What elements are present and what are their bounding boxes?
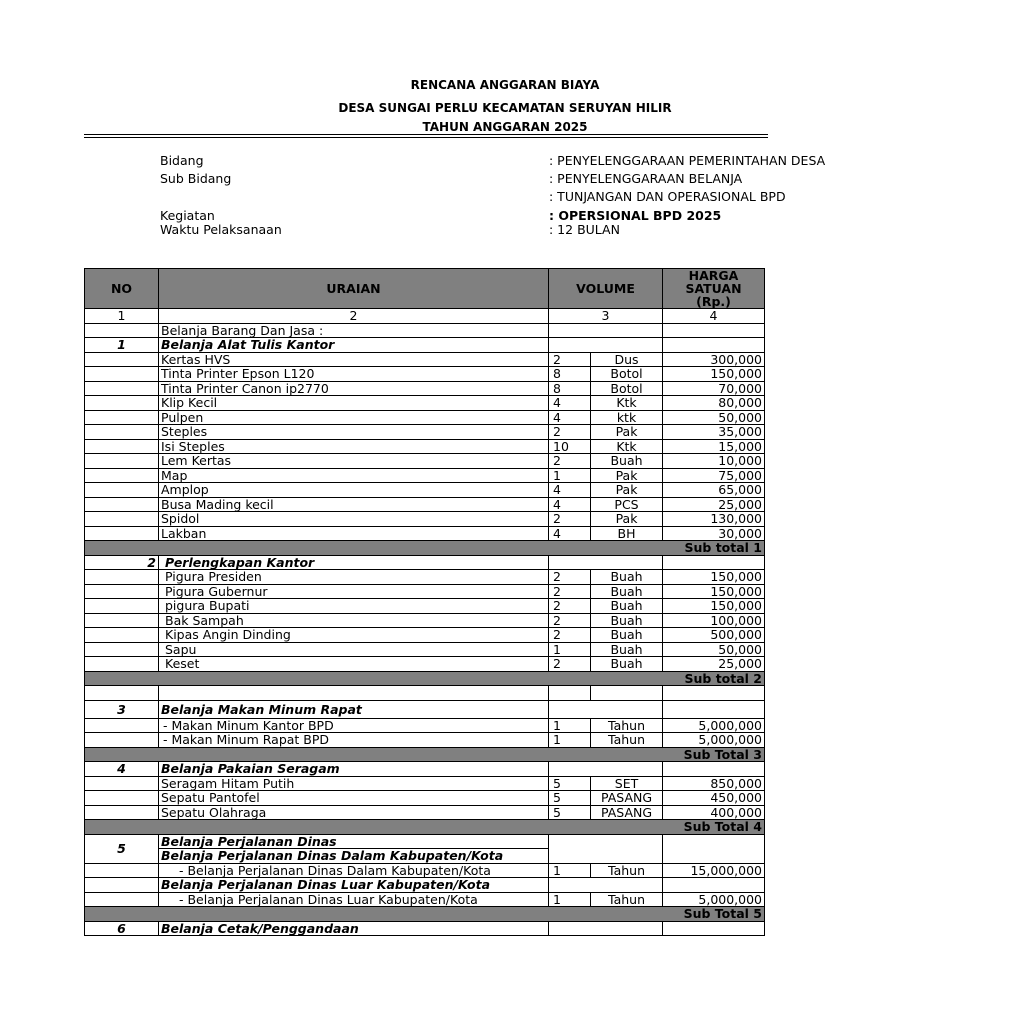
empty-cell	[549, 834, 663, 863]
item-price: 450,000	[663, 791, 765, 806]
item-qty: 4	[549, 483, 591, 498]
table-row	[85, 381, 765, 396]
item-name: Sepatu Olahraga	[159, 805, 549, 820]
subtotal-label: Sub Total 5	[85, 907, 765, 922]
item-name: - Belanja Perjalanan Dinas Luar Kabupaten/Kota	[159, 892, 549, 907]
item-unit: Ktk	[591, 439, 663, 454]
subtotal-row	[85, 671, 765, 686]
item-unit: ktk	[591, 410, 663, 425]
item-qty: 5	[549, 791, 591, 806]
doc-year: TAHUN ANGGARAN 2025	[422, 120, 588, 134]
item-name: Isi Steples	[159, 439, 549, 454]
info-label-kegiatan: Kegiatan	[160, 208, 215, 223]
item-unit: Buah	[591, 657, 663, 672]
no-cell	[85, 381, 159, 396]
item-price: 150,000	[663, 367, 765, 382]
subsection-title: Belanja Perjalanan Dinas Dalam Kabupaten/Kota	[159, 849, 549, 864]
table-row	[85, 425, 765, 440]
section-number: 3	[85, 700, 159, 718]
divider-bottom	[84, 137, 768, 138]
subtotal-label: Sub Total 4	[85, 820, 765, 835]
table-row	[85, 776, 765, 791]
empty-cell	[549, 338, 663, 353]
empty-cell	[663, 700, 765, 718]
item-unit: Pak	[591, 468, 663, 483]
item-price: 35,000	[663, 425, 765, 440]
intro-text: Belanja Barang Dan Jasa :	[159, 323, 549, 338]
item-name: Bak Sampah	[159, 613, 549, 628]
subtotal-label: Sub total 1	[85, 541, 765, 556]
item-unit: Pak	[591, 483, 663, 498]
section-number: 1	[85, 338, 159, 353]
gap-cell	[159, 686, 549, 701]
item-price: 70,000	[663, 381, 765, 396]
item-qty: 2	[549, 570, 591, 585]
no-cell	[85, 468, 159, 483]
no-cell	[85, 733, 159, 748]
table-row	[85, 733, 765, 748]
item-unit: Buah	[591, 584, 663, 599]
item-price: 850,000	[663, 776, 765, 791]
subsection-title: Belanja Perjalanan Dinas Luar Kabupaten/Kota	[159, 878, 549, 893]
header-no: NO	[85, 269, 159, 309]
item-qty: 1	[549, 863, 591, 878]
no-cell	[85, 396, 159, 411]
section-title: Belanja Perjalanan Dinas	[159, 834, 549, 849]
table-row	[85, 367, 765, 382]
subtotal-row	[85, 820, 765, 835]
item-name: Amplop	[159, 483, 549, 498]
item-qty: 2	[549, 454, 591, 469]
item-name: pigura Bupati	[159, 599, 549, 614]
no-cell	[85, 352, 159, 367]
item-price: 150,000	[663, 599, 765, 614]
info-value-kegiatan: : OPERSIONAL BPD 2025	[549, 208, 722, 223]
item-qty: 1	[549, 642, 591, 657]
item-unit: PCS	[591, 497, 663, 512]
item-qty: 2	[549, 657, 591, 672]
subtotal-label: Sub total 2	[85, 671, 765, 686]
item-unit: Buah	[591, 454, 663, 469]
item-qty: 1	[549, 468, 591, 483]
no-cell	[85, 410, 159, 425]
item-unit: Tahun	[591, 733, 663, 748]
index-row	[85, 309, 765, 324]
table-row	[85, 468, 765, 483]
item-name: Tinta Printer Canon ip2770	[159, 381, 549, 396]
table-row	[85, 410, 765, 425]
item-qty: 8	[549, 367, 591, 382]
subtotal-label: Sub Total 3	[85, 747, 765, 762]
table-header-row	[85, 269, 765, 309]
index-cell: 3	[549, 309, 663, 324]
item-price: 50,000	[663, 642, 765, 657]
header-uraian: URAIAN	[159, 269, 549, 309]
empty-cell	[663, 878, 765, 893]
section-title: Belanja Makan Minum Rapat	[159, 700, 549, 718]
item-qty: 5	[549, 805, 591, 820]
section-number: 5	[85, 834, 159, 863]
item-name: Steples	[159, 425, 549, 440]
no-cell	[85, 718, 159, 733]
table-row	[85, 352, 765, 367]
no-cell	[85, 805, 159, 820]
index-cell: 4	[663, 309, 765, 324]
gap-row	[85, 686, 765, 701]
no-cell	[85, 628, 159, 643]
item-qty: 10	[549, 439, 591, 454]
item-qty: 2	[549, 425, 591, 440]
item-name: - Makan Minum Kantor BPD	[159, 718, 549, 733]
gap-cell	[549, 686, 591, 701]
budget-table	[84, 268, 765, 936]
table-row	[85, 657, 765, 672]
header-volume: VOLUME	[549, 269, 663, 309]
no-cell	[85, 526, 159, 541]
item-name: Pigura Gubernur	[159, 584, 549, 599]
item-qty: 2	[549, 584, 591, 599]
item-name: Klip Kecil	[159, 396, 549, 411]
item-price: 30,000	[663, 526, 765, 541]
item-qty: 5	[549, 776, 591, 791]
item-unit: Botol	[591, 367, 663, 382]
item-price: 300,000	[663, 352, 765, 367]
item-unit: Buah	[591, 570, 663, 585]
section-title: Belanja Pakaian Seragam	[159, 762, 549, 777]
item-qty: 2	[549, 628, 591, 643]
info-value-tunjangan: : TUNJANGAN DAN OPERASIONAL BPD	[549, 189, 786, 204]
no-cell	[85, 439, 159, 454]
empty-cell	[549, 555, 663, 570]
item-qty: 4	[549, 410, 591, 425]
no-cell	[85, 367, 159, 382]
no-cell	[85, 454, 159, 469]
no-cell	[85, 791, 159, 806]
item-unit: Buah	[591, 642, 663, 657]
item-price: 100,000	[663, 613, 765, 628]
item-price: 25,000	[663, 657, 765, 672]
info-value-sub-bidang: : PENYELENGGARAAN BELANJA	[549, 171, 743, 186]
item-name: Tinta Printer Epson L120	[159, 367, 549, 382]
table-row	[85, 642, 765, 657]
item-unit: Tahun	[591, 863, 663, 878]
empty-cell	[549, 878, 663, 893]
item-name: Busa Mading kecil	[159, 497, 549, 512]
table-row	[85, 863, 765, 878]
section-title-row	[85, 834, 765, 849]
item-price: 500,000	[663, 628, 765, 643]
item-unit: PASANG	[591, 805, 663, 820]
item-unit: Botol	[591, 381, 663, 396]
doc-title: RENCANA ANGGARAN BIAYA	[410, 78, 600, 92]
item-qty: 4	[549, 526, 591, 541]
item-name: Sapu	[159, 642, 549, 657]
item-price: 75,000	[663, 468, 765, 483]
subsection-row	[85, 878, 765, 893]
table-row	[85, 439, 765, 454]
subtotal-row	[85, 747, 765, 762]
item-unit: Tahun	[591, 718, 663, 733]
item-unit: Dus	[591, 352, 663, 367]
index-cell: 1	[85, 309, 159, 324]
item-name: Sepatu Pantofel	[159, 791, 549, 806]
item-name: Pulpen	[159, 410, 549, 425]
item-name: Seragam Hitam Putih	[159, 776, 549, 791]
item-price: 5,000,000	[663, 892, 765, 907]
table-row	[85, 483, 765, 498]
no-cell	[85, 657, 159, 672]
item-unit: Ktk	[591, 396, 663, 411]
empty-cell	[663, 834, 765, 863]
table-row	[85, 526, 765, 541]
item-price: 80,000	[663, 396, 765, 411]
section-title-row	[85, 555, 765, 570]
subtotal-row	[85, 907, 765, 922]
item-price: 5,000,000	[663, 718, 765, 733]
item-qty: 4	[549, 497, 591, 512]
empty-cell	[549, 921, 663, 936]
item-name: Keset	[159, 657, 549, 672]
item-unit: Buah	[591, 628, 663, 643]
no-cell	[85, 425, 159, 440]
item-unit: Tahun	[591, 892, 663, 907]
subtotal-row	[85, 541, 765, 556]
item-price: 150,000	[663, 570, 765, 585]
item-qty: 8	[549, 381, 591, 396]
no-cell	[85, 776, 159, 791]
no-cell	[85, 512, 159, 527]
section-number: 4	[85, 762, 159, 777]
empty-cell	[663, 555, 765, 570]
item-name: Kertas HVS	[159, 352, 549, 367]
no-cell	[85, 613, 159, 628]
divider-top	[84, 134, 768, 135]
table-row	[85, 454, 765, 469]
section-number: 6	[85, 921, 159, 936]
table-row	[85, 512, 765, 527]
table-row	[85, 892, 765, 907]
no-cell	[85, 892, 159, 907]
item-unit: BH	[591, 526, 663, 541]
table-row	[85, 599, 765, 614]
no-cell	[85, 863, 159, 878]
item-unit: Buah	[591, 599, 663, 614]
item-name: Spidol	[159, 512, 549, 527]
item-qty: 4	[549, 396, 591, 411]
item-name: - Belanja Perjalanan Dinas Dalam Kabupaten/Kota	[159, 863, 549, 878]
item-price: 150,000	[663, 584, 765, 599]
item-unit: Pak	[591, 512, 663, 527]
table-row	[85, 718, 765, 733]
table-row	[85, 570, 765, 585]
no-cell	[85, 642, 159, 657]
item-name: - Makan Minum Rapat BPD	[159, 733, 549, 748]
section-title-row	[85, 700, 765, 718]
index-cell: 2	[159, 309, 549, 324]
item-price: 130,000	[663, 512, 765, 527]
empty-cell	[85, 878, 159, 893]
section-title: Perlengkapan Kantor	[159, 555, 549, 570]
table-row	[85, 497, 765, 512]
table-row	[85, 613, 765, 628]
table-row	[85, 791, 765, 806]
item-qty: 2	[549, 512, 591, 527]
empty-cell	[549, 700, 663, 718]
item-name: Lakban	[159, 526, 549, 541]
item-qty: 2	[549, 352, 591, 367]
item-price: 400,000	[663, 805, 765, 820]
item-qty: 1	[549, 892, 591, 907]
item-price: 15,000	[663, 439, 765, 454]
item-qty: 1	[549, 718, 591, 733]
section-title: Belanja Cetak/Penggandaan	[159, 921, 549, 936]
item-price: 50,000	[663, 410, 765, 425]
table-row	[85, 805, 765, 820]
gap-cell	[663, 686, 765, 701]
item-name: Map	[159, 468, 549, 483]
gap-cell	[85, 686, 159, 701]
table-row	[85, 584, 765, 599]
section-title: Belanja Alat Tulis Kantor	[159, 338, 549, 353]
table-row	[85, 628, 765, 643]
item-qty: 2	[549, 599, 591, 614]
sections-body	[85, 338, 765, 936]
intro-row	[85, 323, 765, 338]
no-cell	[85, 483, 159, 498]
no-cell	[85, 570, 159, 585]
empty-cell	[663, 762, 765, 777]
item-price: 25,000	[663, 497, 765, 512]
item-qty: 1	[549, 733, 591, 748]
item-price: 10,000	[663, 454, 765, 469]
info-value-bidang: : PENYELENGGARAAN PEMERINTAHAN DESA	[549, 153, 826, 168]
section-number: 2	[85, 555, 159, 570]
item-name: Kipas Angin Dinding	[159, 628, 549, 643]
item-name: Lem Kertas	[159, 454, 549, 469]
section-title-row	[85, 762, 765, 777]
table-row	[85, 396, 765, 411]
info-label-sub-bidang: Sub Bidang	[160, 171, 232, 186]
item-qty: 2	[549, 613, 591, 628]
info-value-waktu: : 12 BULAN	[549, 222, 620, 237]
no-cell	[85, 599, 159, 614]
no-cell	[85, 497, 159, 512]
item-name: Pigura Presiden	[159, 570, 549, 585]
empty-cell	[663, 338, 765, 353]
item-unit: SET	[591, 776, 663, 791]
item-unit: Buah	[591, 613, 663, 628]
header-harga: HARGA SATUAN (Rp.)	[663, 269, 765, 309]
doc-subtitle: DESA SUNGAI PERLU KECAMATAN SERUYAN HILIR	[338, 101, 672, 115]
item-unit: PASANG	[591, 791, 663, 806]
section-title-row	[85, 921, 765, 936]
info-label-waktu: Waktu Pelaksanaan	[160, 222, 282, 237]
item-unit: Pak	[591, 425, 663, 440]
item-price: 65,000	[663, 483, 765, 498]
empty-cell	[549, 762, 663, 777]
item-price: 15,000,000	[663, 863, 765, 878]
item-price: 5,000,000	[663, 733, 765, 748]
info-label-bidang: Bidang	[160, 153, 204, 168]
no-cell	[85, 584, 159, 599]
gap-cell	[591, 686, 663, 701]
empty-cell	[663, 921, 765, 936]
section-title-row	[85, 338, 765, 353]
